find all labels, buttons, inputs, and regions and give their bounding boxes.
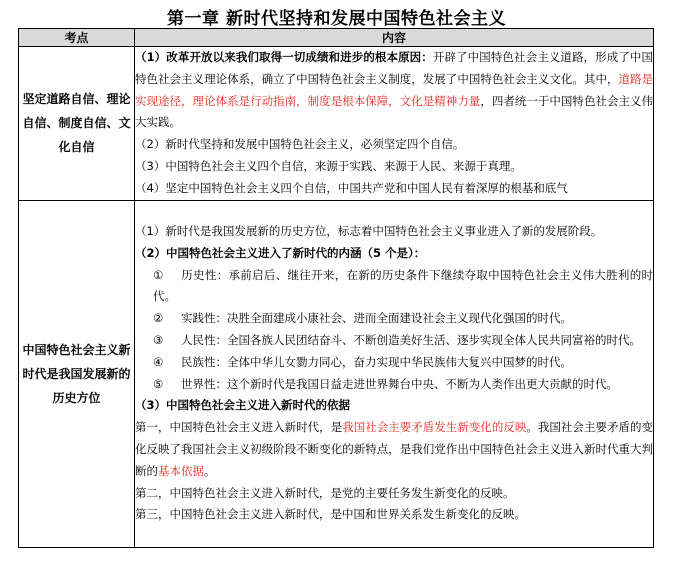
row-topic: 坚定道路自信、理论自信、制度自信、文化自信 — [19, 47, 135, 201]
paragraph — [135, 417, 653, 482]
header-topic: 考点 — [19, 29, 135, 47]
page-title: 第一章 新时代坚持和发展中国特色社会主义 — [167, 9, 506, 29]
text: 第一，中国特色社会主义进入新时代，是 — [135, 420, 343, 435]
table-row — [19, 200, 654, 547]
paragraph: 第三，中国特色社会主义进入新时代，是中国和世界关系发生新变化的反映。 — [135, 507, 526, 522]
item-number: ⑤ — [153, 376, 164, 391]
list-item — [135, 352, 653, 374]
paragraph: （4）坚定中国特色社会主义四个自信，中国共产党和中国人民有着深厚的根基和底气 — [135, 180, 568, 195]
paragraph: 第二，中国特色社会主义进入新时代，是党的主要任务发生新变化的反映。 — [135, 485, 515, 500]
item-number: ③ — [153, 332, 164, 347]
text: ，四者统一于中国特色社会主义伟大实践。 — [135, 93, 654, 130]
item-text: 世界性：这个新时代是我国日益走进世界舞台中央、不断为人类作出更大贡献的时代。 — [181, 376, 618, 391]
section-heading: （2）中国特色社会主义进入了新时代的内涵（5 个是）： — [135, 245, 426, 260]
section-heading: （3）中国特色社会主义进入新时代的依据 — [135, 398, 350, 413]
text: 。 — [204, 463, 216, 478]
paragraph: （1）新时代是我国发展新的历史方位，标志着中国特色社会主义事业进入了新的发展阶段。 — [135, 224, 603, 238]
item-text: 民族性：全体中华儿女勠力同心，奋力实现中华民族伟大复兴中国梦的时代。 — [181, 354, 572, 369]
row-topic: 中国特色社会主义新时代是我国发展新的历史方位 — [19, 200, 135, 547]
list-item — [135, 330, 653, 352]
row-content — [135, 47, 654, 201]
highlight-text: 我国社会主要矛盾发生新变化的反映 — [342, 420, 527, 435]
list-item — [135, 265, 653, 309]
header-content: 内容 — [135, 29, 654, 47]
text: 。我国社会主要矛盾的变化反映了我国社会主义初级阶段不断变化的新特点，是我们党作出中国特色社会主义进入新时代重大判断的 — [135, 420, 654, 478]
highlight-text: 基本依据 — [158, 463, 204, 478]
row-content — [135, 200, 654, 547]
item-text: 实践性：决胜全面建成小康社会、进而全面建设社会主义现代化强国的时代。 — [181, 311, 572, 326]
item-number: ④ — [153, 354, 164, 369]
paragraph: （3）中国特色社会主义四个自信，来源于实践、来源于人民、来源于真理。 — [135, 158, 522, 173]
bold-lead: （1）改革开放以来我们取得一切成绩和进步的根本原因： — [135, 50, 433, 64]
list-item — [135, 374, 653, 396]
text: 开辟了中国特色社会主义道路，形成了中国特色社会主义理论体系，确立了中国特色社会主义制度，发展了中国特色社会主义文化。其中， — [135, 50, 654, 86]
highlight-text: 道路是实现途径，理论体系是行动指南，制度是根本保障，文化是精神力量 — [135, 71, 654, 108]
item-text: 历史性：承前启后、继往开来，在新的历史条件下继续夺取中国特色社会主义伟大胜利的时代。 — [153, 267, 653, 304]
list-item — [135, 308, 653, 330]
paragraph — [135, 47, 653, 134]
item-number: ② — [153, 311, 164, 326]
table-header-row — [19, 29, 654, 47]
paragraph: （2）新时代坚持和发展中国特色社会主义，必须坚定四个自信。 — [135, 137, 465, 152]
content-table — [18, 28, 654, 548]
table-row — [19, 47, 654, 201]
item-text: 人民性：全国各族人民团结奋斗、不断创造美好生活、逐步实现全体人民共同富裕的时代。 — [181, 332, 641, 347]
item-number: ① — [153, 267, 164, 282]
